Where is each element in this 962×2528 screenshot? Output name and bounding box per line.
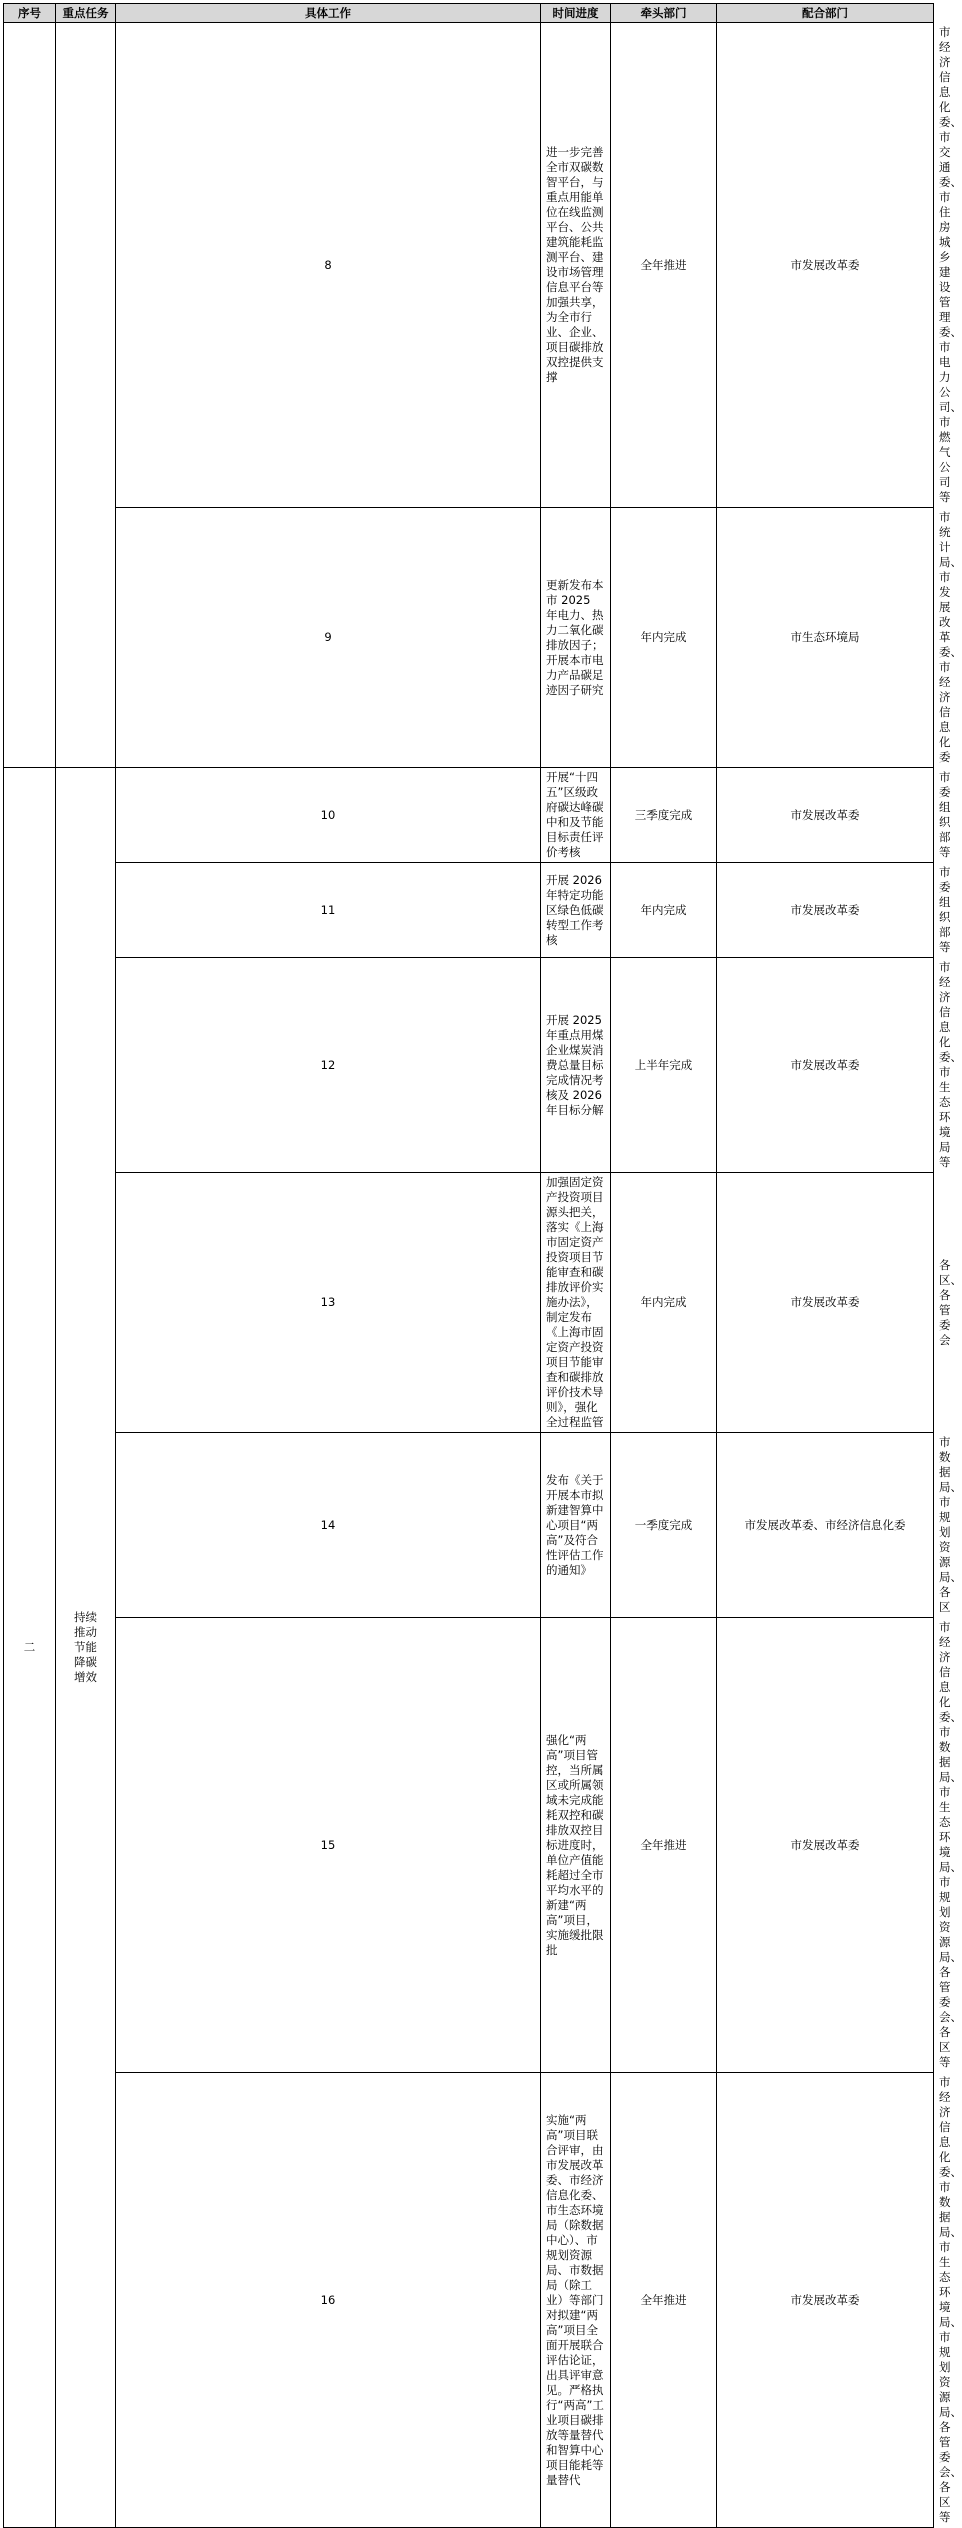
work-cell: 开展 2026 年特定功能区绿色低碳转型工作考核 [541, 863, 611, 958]
row-number-cell: 8 [116, 23, 541, 508]
work-cell: 实施“两高”项目联合评审，由市发展改革委、市经济信息化委、市生态环境局（除数据中心）、市规划资源局、市数据局（除工业）等部门对拟建“两高”项目全面开展联合评估论证，出具评审意见。严格执行“两高”工业项目碳排放等量替代和智算中心项目能耗等量替代 [541, 2073, 611, 2528]
work-cell: 进一步完善全市双碳数智平台，与重点用能单位在线监测平台、公共建筑能耗监测平台、建设市场管理信息平台等加强共享，为全市行业、企业、项目碳排放双控提供支撑 [541, 23, 611, 508]
group-task-line: 降碳 [74, 1655, 97, 1669]
row-number-cell: 16 [116, 2073, 541, 2528]
table-row: 13 加强固定资产投资项目源头把关，落实《上海市固定资产投资项目节能审查和碳排放评价实施办法》，制定发布《上海市固定资产投资项目节能审查和碳排放评价技术导则》，强化全过程监管 年内完成 市发展改革委 各区、各管委会 [4, 1173, 934, 1433]
schedule-cell: 年内完成 [611, 863, 717, 958]
prev-group-number-cell [4, 23, 56, 768]
schedule-cell: 全年推进 [611, 23, 717, 508]
group-task-cell [56, 768, 116, 2528]
work-cell: 开展“十四五”区级政府碳达峰碳中和及节能目标责任评价考核 [541, 768, 611, 863]
lead-dept-cell: 市发展改革委 [717, 1173, 934, 1433]
schedule-cell: 全年推进 [611, 2073, 717, 2528]
row-number-cell: 9 [116, 508, 541, 768]
header-work: 具体工作 [116, 4, 541, 23]
header-number: 序号 [4, 4, 56, 23]
header-key-task: 重点任务 [56, 4, 116, 23]
header-row [4, 4, 934, 23]
table-row: 15 强化“两高”项目管控，当所属区或所属领域未完成能耗双控和碳排放双控目标进度时，单位产值能耗超过全市平均水平的新建“两高”项目，实施缓批限批 全年推进 市发展改革委 市经济信息化委、市数据局、市生态环境局、市规划资源局、各管委会、各区等 [4, 1618, 934, 2073]
work-cell: 发布《关于开展本市拟新建智算中心项目“两高”及符合性评估工作的通知》 [541, 1433, 611, 1618]
lead-dept-cell: 市生态环境局 [717, 508, 934, 768]
work-cell: 开展 2025 年重点用煤企业煤炭消费总量目标完成情况考核及 2026 年目标分解 [541, 958, 611, 1173]
header-schedule: 时间进度 [541, 4, 611, 23]
lead-dept-cell: 市发展改革委 [717, 863, 934, 958]
header-lead-dept: 牵头部门 [611, 4, 717, 23]
row-number-cell: 11 [116, 863, 541, 958]
lead-dept-cell: 市发展改革委 [717, 958, 934, 1173]
table-row: 12 开展 2025 年重点用煤企业煤炭消费总量目标完成情况考核及 2026 年目标分解 上半年完成 市发展改革委 市经济信息化委、市生态环境局等 [4, 958, 934, 1173]
lead-dept-cell: 市发展改革委、市经济信息化委 [717, 1433, 934, 1618]
group-task-line: 持续 [74, 1610, 97, 1624]
row-number-cell: 15 [116, 1618, 541, 2073]
group-task-line: 节能 [74, 1640, 97, 1654]
table-row: 14 发布《关于开展本市拟新建智算中心项目“两高”及符合性评估工作的通知》 一季度完成 市发展改革委、市经济信息化委 市数据局、市规划资源局、各区 [4, 1433, 934, 1618]
schedule-cell: 上半年完成 [611, 958, 717, 1173]
group-task-line: 增效 [74, 1670, 97, 1684]
lead-dept-cell: 市发展改革委 [717, 1618, 934, 2073]
lead-dept-cell: 市发展改革委 [717, 768, 934, 863]
task-table [3, 3, 962, 2528]
row-number-cell: 10 [116, 768, 541, 863]
lead-dept-cell: 市发展改革委 [717, 2073, 934, 2528]
header-support-dept: 配合部门 [717, 4, 934, 23]
schedule-cell: 年内完成 [611, 1173, 717, 1433]
row-number-cell: 12 [116, 958, 541, 1173]
work-cell: 加强固定资产投资项目源头把关，落实《上海市固定资产投资项目节能审查和碳排放评价实施办法》，制定发布《上海市固定资产投资项目节能审查和碳排放评价技术导则》，强化全过程监管 [541, 1173, 611, 1433]
schedule-cell: 三季度完成 [611, 768, 717, 863]
schedule-cell: 全年推进 [611, 1618, 717, 2073]
work-cell: 更新发布本市 2025 年电力、热力二氧化碳排放因子；开展本市电力产品碳足迹因子研究 [541, 508, 611, 768]
prev-group-task-cell [56, 23, 116, 768]
table-row: 8 进一步完善全市双碳数智平台，与重点用能单位在线监测平台、公共建筑能耗监测平台、建设市场管理信息平台等加强共享，为全市行业、企业、项目碳排放双控提供支撑 全年推进 市发展改革委 市经济信息化委、市交通委、市住房城乡建设管理委、市电力公司、市燃气公司等 [4, 23, 934, 508]
row-number-cell: 14 [116, 1433, 541, 1618]
table-row: 16 实施“两高”项目联合评审，由市发展改革委、市经济信息化委、市生态环境局（除数据中心）、市规划资源局、市数据局（除工业）等部门对拟建“两高”项目全面开展联合评估论证，出具评审意见。严格执行“两高”工业项目碳排放等量替代和智算中心项目能耗等量替代 全年推进 市发展改革委 市经济信息化委、市数据局、市生态环境局、市规划资源局、各管委会、各区等 [4, 2073, 934, 2528]
table-row: 9 更新发布本市 2025 年电力、热力二氧化碳排放因子；开展本市电力产品碳足迹因子研究 年内完成 市生态环境局 市统计局、市发展改革委、市经济信息化委 [4, 508, 934, 768]
schedule-cell: 年内完成 [611, 508, 717, 768]
table-row: 二 持续 推动 节能 降碳 增效 10 开展“十四五”区级政府碳达峰碳中和及节能目标责任评价考核 三季度完成 市发展改革委 市委组织部等 [4, 768, 934, 863]
group-task-line: 推动 [74, 1625, 97, 1639]
work-cell: 强化“两高”项目管控，当所属区或所属领域未完成能耗双控和碳排放双控目标进度时，单位产值能耗超过全市平均水平的新建“两高”项目，实施缓批限批 [541, 1618, 611, 2073]
schedule-cell: 一季度完成 [611, 1433, 717, 1618]
group-number-cell: 二 [4, 768, 56, 2528]
lead-dept-cell: 市发展改革委 [717, 23, 934, 508]
table-row: 11 开展 2026 年特定功能区绿色低碳转型工作考核 年内完成 市发展改革委 市委组织部等 [4, 863, 934, 958]
row-number-cell: 13 [116, 1173, 541, 1433]
